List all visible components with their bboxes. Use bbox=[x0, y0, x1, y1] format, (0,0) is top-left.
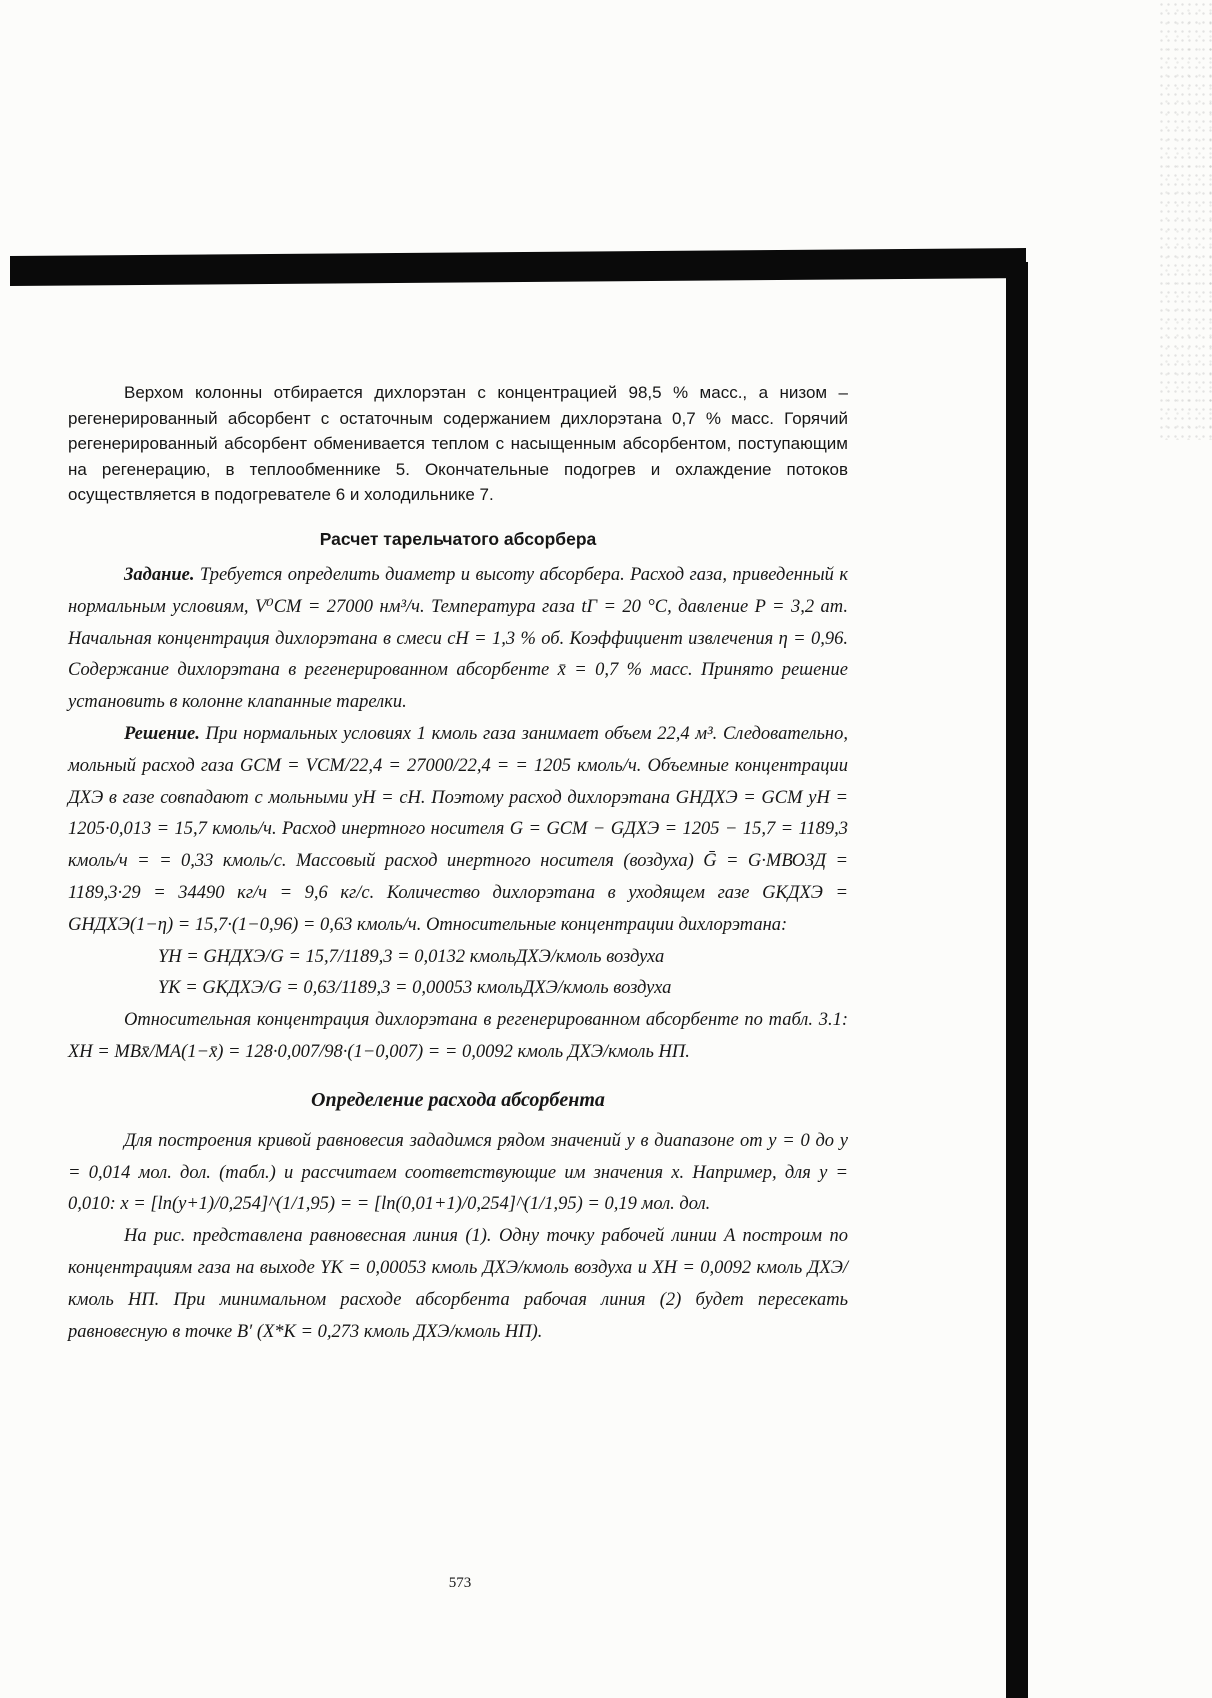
solution-paragraph bbox=[68, 719, 848, 942]
absorbent-section bbox=[68, 1005, 848, 1069]
absorbent-paragraph: Относительная концентрация дихлорэтана в регенерированном абсорбенте по табл. 3.1: XН = MВx̄/MА(1−x̄) = 128·0,007/98·(1−0,007) = = 0,0092 кмоль ДХЭ/кмоль НП. bbox=[68, 1010, 848, 1062]
section-heading-absorber: Расчет тарельчатого абсорбера bbox=[319, 528, 597, 549]
scan-noise bbox=[1158, 0, 1212, 440]
intro-paragraph: Верхом колонны отбирается дихлорэтан с концентрацией 98,5 % масс., а низом – регенерированный абсорбент с остаточным содержанием дихлорэтана 0,7 % масс. Горячий регенерированный абсорбент обменивается теплом с насыщенным абсорбентом, поступающим на регенерацию, в теплообменнике 5. Окончательные подогрев и охлаждение потоков осуществляется в подогревателе 6 и холодильнике 7. bbox=[68, 383, 848, 505]
task-label: Задание. bbox=[124, 564, 195, 585]
equation-y-initial: YН = GНДХЭ/G = 15,7/1189,3 = 0,0132 кмольДХЭ/кмоль воздуха bbox=[158, 946, 665, 967]
equilibrium-paragraph: Для построения кривой равновесия зададимся рядом значений y в диапазоне от y = 0 до y = 0,014 мол. дол. (табл.) и рассчитаем соответствующие им значения x. Например, для y = 0,010: x = [ln(y+1)/0,254]^(1/1,95) = = [ln(0,01+1)/0,254]^(1/1,95) = 0,19 мол. дол. bbox=[68, 1130, 848, 1215]
page-body bbox=[68, 380, 848, 1348]
equation-y-final: YК = GКДХЭ/G = 0,63/1189,3 = 0,00053 кмольДХЭ/кмоль воздуха bbox=[158, 978, 672, 999]
solution-label: Решение. bbox=[124, 723, 200, 744]
scan-shadow-top bbox=[10, 248, 1026, 286]
section-heading-flow: Определение расхода абсорбента bbox=[311, 1088, 605, 1111]
calculation-section bbox=[68, 560, 848, 942]
task-paragraph bbox=[68, 560, 848, 719]
scan-shadow-right bbox=[1006, 262, 1028, 1698]
equilibrium-section bbox=[68, 1126, 848, 1349]
page-number: 573 bbox=[448, 1575, 472, 1591]
task-text: Требуется определить диаметр и высоту абсорбера. Расход газа, приведенный к нормальным условиям, V⁰СМ = 27000 нм³/ч. Температура газа tГ = 20 °C, давление P = 3,2 ат. Начальная концентрация дихлорэтана в смеси cН = 1,3 % об. Коэффициент извлечения η = 0,96. Содержание дихлорэтана в регенерированном абсорбенте x̄ = 0,7 % масс. Принято решение установить в колонне клапанные тарелки. bbox=[68, 564, 848, 713]
solution-text: При нормальных условиях 1 кмоль газа занимает объем 22,4 м³. Следовательно, мольный расход газа GСМ = VСМ/22,4 = 27000/22,4 = = 1205 кмоль/ч. Объемные концентрации ДХЭ в газе совпадают с мольными yН = cН. Поэтому расход дихлорэтана GНДХЭ = GСМ yН = 1205·0,013 = 15,7 кмоль/ч. Расход инертного носителя G = GСМ − GДХЭ = 1205 − 15,7 = 1189,3 кмоль/ч = = 0,33 кмоль/с. Массовый расход инертного носителя (воздуха) Ḡ = G·MВОЗД = 1189,3·29 = 34490 кг/ч = 9,6 кг/с. Количество дихлорэтана в уходящем газе GКДХЭ = GНДХЭ(1−η) = 15,7·(1−0,96) = 0,63 кмоль/ч. Относительные концентрации дихлорэтана: bbox=[68, 723, 848, 935]
intro-section bbox=[68, 380, 848, 508]
figure-paragraph: На рис. представлена равновесная линия (1). Одну точку рабочей линии A построим по концентрациям газа на выходе YК = 0,00053 кмоль ДХЭ/кмоль воздуха и XН = 0,0092 кмоль ДХЭ/кмоль НП. При минимальном расходе абсорбента рабочая линия (2) будет пересекать равновесную в точке B′ (X*К = 0,273 кмоль ДХЭ/кмоль НП). bbox=[68, 1226, 848, 1342]
